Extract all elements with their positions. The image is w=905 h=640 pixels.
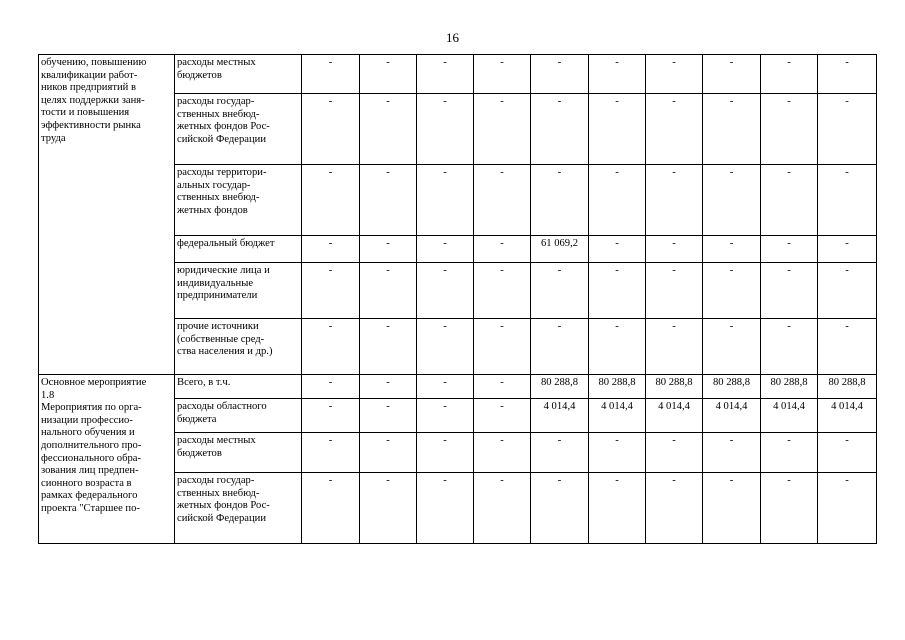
funding-source-line: (собственные сред- (177, 333, 265, 345)
value-cell: - (646, 165, 703, 236)
value-cell: 80 288,8 (589, 375, 646, 399)
funding-source-line: ственных внебюд- (177, 108, 260, 120)
funding-source-line: жетных фондов Рос- (177, 500, 270, 512)
value-cell: - (646, 236, 703, 263)
value-cell: - (417, 94, 474, 165)
measure-title-cell (39, 55, 175, 375)
measure-title-line: обучению, повышению (41, 57, 147, 68)
value-cell: - (589, 473, 646, 544)
funding-source-cell (175, 473, 302, 544)
value-cell: - (302, 399, 360, 433)
measure-title-line: фессионального обра- (41, 452, 141, 464)
value-cell: - (646, 263, 703, 319)
funding-source-line: жетных фондов (177, 204, 248, 216)
value-cell: 4 014,4 (589, 399, 646, 433)
value-cell: - (474, 319, 531, 375)
value-cell: - (761, 263, 818, 319)
value-cell: - (818, 433, 877, 473)
value-cell: - (417, 375, 474, 399)
measure-title-line: нального обучения и (41, 427, 135, 439)
measure-title-line: сионного возраста в (41, 477, 132, 489)
value-cell: - (531, 94, 589, 165)
value-cell: - (589, 55, 646, 94)
value-cell: - (360, 263, 417, 319)
value-cell: 4 014,4 (703, 399, 761, 433)
value-cell: - (474, 94, 531, 165)
table-row (39, 375, 877, 399)
funding-source-line: индивидуальные (177, 277, 254, 289)
value-cell: - (703, 263, 761, 319)
value-cell: - (531, 55, 589, 94)
measure-title-line: низации профессио- (41, 414, 133, 426)
value-cell: - (531, 433, 589, 473)
value-cell: - (360, 319, 417, 375)
value-cell: 80 288,8 (818, 375, 877, 399)
funding-source-line: альных государ- (177, 179, 251, 191)
value-cell: - (761, 473, 818, 544)
value-cell: - (417, 433, 474, 473)
measure-title-line: дополнительного про- (41, 439, 142, 451)
funding-source-line: сийской Федерации (177, 512, 266, 524)
value-cell: - (818, 165, 877, 236)
value-cell: - (646, 55, 703, 94)
value-cell: 4 014,4 (531, 399, 589, 433)
funding-source-line: сийской Федерации (177, 133, 266, 145)
funding-table (38, 54, 877, 544)
measure-title-line: зования лиц предпен- (41, 465, 139, 477)
funding-source-line: юридические лица и (177, 265, 270, 276)
funding-source-line: расходы областного (177, 401, 267, 412)
funding-source-cell (175, 399, 302, 433)
funding-source-line: федеральный бюджет (177, 238, 275, 249)
funding-source-cell (175, 263, 302, 319)
value-cell: - (646, 94, 703, 165)
funding-source-line: предприниматели (177, 290, 258, 302)
value-cell: - (761, 55, 818, 94)
funding-source-line: расходы местных (177, 435, 256, 446)
value-cell: - (302, 236, 360, 263)
value-cell: - (646, 319, 703, 375)
value-cell: - (417, 319, 474, 375)
funding-source-line: бюджета (177, 413, 217, 425)
value-cell: - (703, 165, 761, 236)
value-cell: - (531, 263, 589, 319)
value-cell: 61 069,2 (531, 236, 589, 263)
value-cell: - (474, 165, 531, 236)
value-cell: - (589, 165, 646, 236)
value-cell: - (302, 55, 360, 94)
measure-title-line: Основное мероприятие (41, 377, 147, 388)
value-cell: 80 288,8 (703, 375, 761, 399)
funding-source-line: расходы местных (177, 57, 256, 68)
value-cell: - (703, 319, 761, 375)
measure-title-line: квалификации работ- (41, 69, 138, 81)
measure-title-line: рамках федерального (41, 490, 138, 502)
value-cell: - (417, 236, 474, 263)
value-cell: 80 288,8 (761, 375, 818, 399)
measure-title-line: проекта "Старшее по- (41, 502, 140, 514)
measure-title-cell (39, 375, 175, 544)
value-cell: - (818, 319, 877, 375)
value-cell: - (474, 236, 531, 263)
value-cell: - (646, 473, 703, 544)
value-cell: 4 014,4 (761, 399, 818, 433)
value-cell: - (818, 94, 877, 165)
measure-title-line: тости и повышения (41, 107, 130, 119)
page-number: 16 (446, 30, 459, 45)
value-cell: - (703, 433, 761, 473)
value-cell: - (589, 319, 646, 375)
value-cell: - (818, 55, 877, 94)
value-cell: 4 014,4 (646, 399, 703, 433)
value-cell: - (531, 165, 589, 236)
value-cell: 80 288,8 (646, 375, 703, 399)
value-cell: - (703, 55, 761, 94)
value-cell: - (531, 319, 589, 375)
value-cell: - (360, 165, 417, 236)
value-cell: - (761, 236, 818, 263)
value-cell: - (302, 433, 360, 473)
funding-source-line: ственных внебюд- (177, 192, 260, 204)
funding-source-cell (175, 55, 302, 94)
value-cell: - (474, 433, 531, 473)
funding-source-line: ственных внебюд- (177, 487, 260, 499)
value-cell: - (360, 55, 417, 94)
funding-source-line: бюджетов (177, 69, 222, 81)
funding-source-cell (175, 94, 302, 165)
value-cell: - (417, 55, 474, 94)
value-cell: - (417, 473, 474, 544)
value-cell: - (417, 263, 474, 319)
value-cell: - (474, 473, 531, 544)
value-cell: - (703, 94, 761, 165)
value-cell: - (589, 236, 646, 263)
measure-title-line: ников предприятий в (41, 82, 136, 94)
measure-title-line: 1.8 (41, 389, 55, 401)
value-cell: - (761, 165, 818, 236)
measure-title-line: Мероприятия по орга- (41, 402, 142, 414)
funding-source-line: бюджетов (177, 447, 222, 459)
table-row (39, 55, 877, 94)
value-cell: 4 014,4 (818, 399, 877, 433)
value-cell: - (589, 94, 646, 165)
measure-title-line: труда (41, 132, 66, 144)
funding-source-cell (175, 236, 302, 263)
funding-source-cell (175, 433, 302, 473)
value-cell: - (703, 473, 761, 544)
value-cell: - (474, 263, 531, 319)
value-cell: - (761, 433, 818, 473)
value-cell: - (474, 55, 531, 94)
value-cell: - (589, 263, 646, 319)
value-cell: - (703, 236, 761, 263)
value-cell: - (417, 165, 474, 236)
funding-source-cell (175, 165, 302, 236)
value-cell: - (360, 375, 417, 399)
funding-source-line: прочие источники (177, 321, 259, 332)
value-cell: - (818, 263, 877, 319)
value-cell: - (360, 399, 417, 433)
value-cell: - (761, 94, 818, 165)
value-cell: 80 288,8 (531, 375, 589, 399)
value-cell: - (531, 473, 589, 544)
value-cell: - (302, 263, 360, 319)
value-cell: - (818, 473, 877, 544)
value-cell: - (417, 399, 474, 433)
value-cell: - (761, 319, 818, 375)
value-cell: - (589, 433, 646, 473)
value-cell: - (474, 375, 531, 399)
value-cell: - (360, 473, 417, 544)
funding-source-cell (175, 319, 302, 375)
funding-source-line: расходы государ- (177, 475, 255, 486)
funding-source-cell (175, 375, 302, 399)
value-cell: - (302, 319, 360, 375)
value-cell: - (302, 375, 360, 399)
funding-source-line: расходы государ- (177, 96, 255, 107)
value-cell: - (302, 473, 360, 544)
value-cell: - (474, 399, 531, 433)
value-cell: - (302, 165, 360, 236)
measure-title-line: целях поддержки заня- (41, 94, 145, 106)
measure-title-line: эффективности рынка (41, 119, 141, 131)
value-cell: - (360, 236, 417, 263)
funding-source-line: расходы территори- (177, 167, 267, 178)
value-cell: - (818, 236, 877, 263)
funding-source-line: жетных фондов Рос- (177, 121, 270, 133)
funding-source-line: Всего, в т.ч. (177, 377, 231, 388)
value-cell: - (360, 433, 417, 473)
funding-source-line: ства населения и др.) (177, 346, 273, 358)
value-cell: - (302, 94, 360, 165)
value-cell: - (360, 94, 417, 165)
value-cell: - (646, 433, 703, 473)
